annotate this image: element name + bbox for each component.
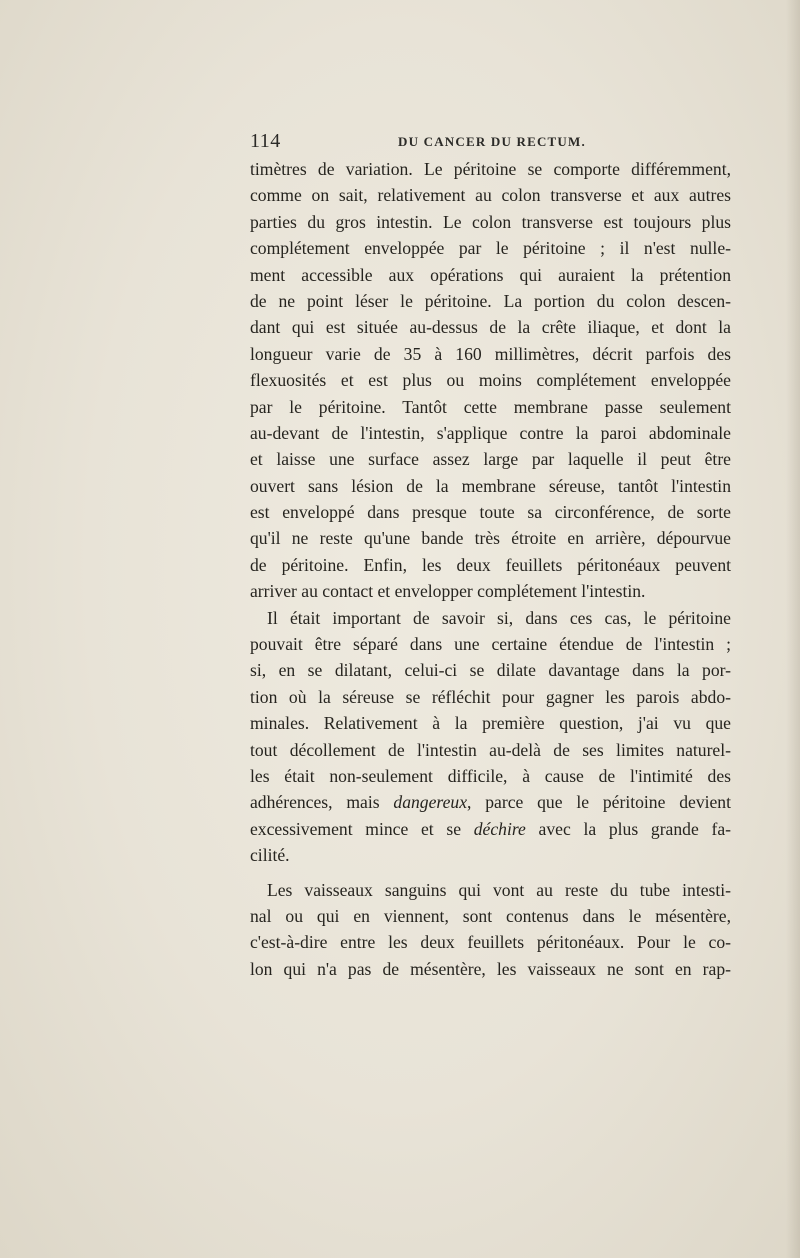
page-number: 114 <box>250 130 281 152</box>
text-line: de péritoine. Enfin, les deux feuillets péritonéaux peuvent <box>250 554 731 575</box>
text-segment: adhérences, mais <box>250 792 394 813</box>
text-segment: avec la plus grande fa- <box>525 818 731 839</box>
text-segment: excessivement mince et se <box>250 818 474 839</box>
text-line-with-italic <box>250 789 731 815</box>
text-line: c'est-à-dire entre les deux feuillets péritonéaux. Pour le co- <box>250 932 731 953</box>
text-line: par le péritoine. Tantôt cette membrane passe seulement <box>250 396 731 417</box>
text-segment: , parce que le péritoine devient <box>467 792 731 813</box>
italic-word: dangereux <box>393 792 468 813</box>
text-line: au-devant de l'intestin, s'applique contre la paroi abdominale <box>250 422 731 443</box>
text-line: de ne point léser le péritoine. La portion du colon descen- <box>250 290 731 311</box>
text-line: comme on sait, relativement au colon transverse et aux autres <box>250 185 731 206</box>
text-line: ment accessible aux opérations qui auraient la prétention <box>250 264 731 285</box>
text-line: ouvert sans lésion de la membrane séreuse, tantôt l'intestin <box>250 475 731 496</box>
text-line: qu'il ne reste qu'une bande très étroite en arrière, dépourvue <box>250 528 731 549</box>
text-line: arriver au contact et envelopper complétement l'intestin. <box>250 581 646 602</box>
text-line: les était non-seulement difficile, à cause de l'intimité des <box>250 765 731 786</box>
text-line: dant qui est située au-dessus de la crête iliaque, et dont la <box>250 317 731 338</box>
page-header <box>250 130 730 156</box>
text-line: Les vaisseaux sanguins qui vont au reste du tube intesti- <box>267 879 731 900</box>
text-line: est enveloppé dans presque toute sa circonférence, de sorte <box>250 502 731 523</box>
italic-word: déchire <box>473 818 526 839</box>
text-line: et laisse une surface assez large par laquelle il peut être <box>250 449 731 470</box>
text-line: timètres de variation. Le péritoine se comporte différemment, <box>250 159 731 179</box>
text-line: nal ou qui en viennent, sont contenus dans le mésentère, <box>250 905 731 926</box>
page-edge-shadow <box>786 0 800 1258</box>
text-line: complétement enveloppée par le péritoine ; il n'est nulle- <box>250 238 731 259</box>
text-line: tion où la séreuse se réfléchit pour gagner les parois abdo- <box>250 686 731 707</box>
text-line: minales. Relativement à la première question, j'ai vu que <box>250 713 731 734</box>
text-line: Il était important de savoir si, dans ces cas, le péritoine <box>267 607 731 628</box>
text-line: cilité. <box>250 845 290 866</box>
text-line: longueur varie de 35 à 160 millimètres, décrit parfois des <box>250 343 731 364</box>
paragraph-gap <box>250 869 731 877</box>
text-line-with-italic <box>250 816 731 842</box>
text-line: pouvait être séparé dans une certaine étendue de l'intestin ; <box>250 634 731 655</box>
running-title: DU CANCER DU RECTUM. <box>398 134 586 149</box>
text-line: lon qui n'a pas de mésentère, les vaisseaux ne sont en rap- <box>250 958 731 979</box>
body-text <box>250 156 731 982</box>
text-line: tout décollement de l'intestin au-delà de ses limites naturel- <box>250 739 731 760</box>
text-line: flexuosités et est plus ou moins complétement enveloppée <box>250 370 731 391</box>
text-line: parties du gros intestin. Le colon transverse est toujours plus <box>250 211 731 232</box>
text-line: si, en se dilatant, celui-ci se dilate davantage dans la por- <box>250 660 731 681</box>
